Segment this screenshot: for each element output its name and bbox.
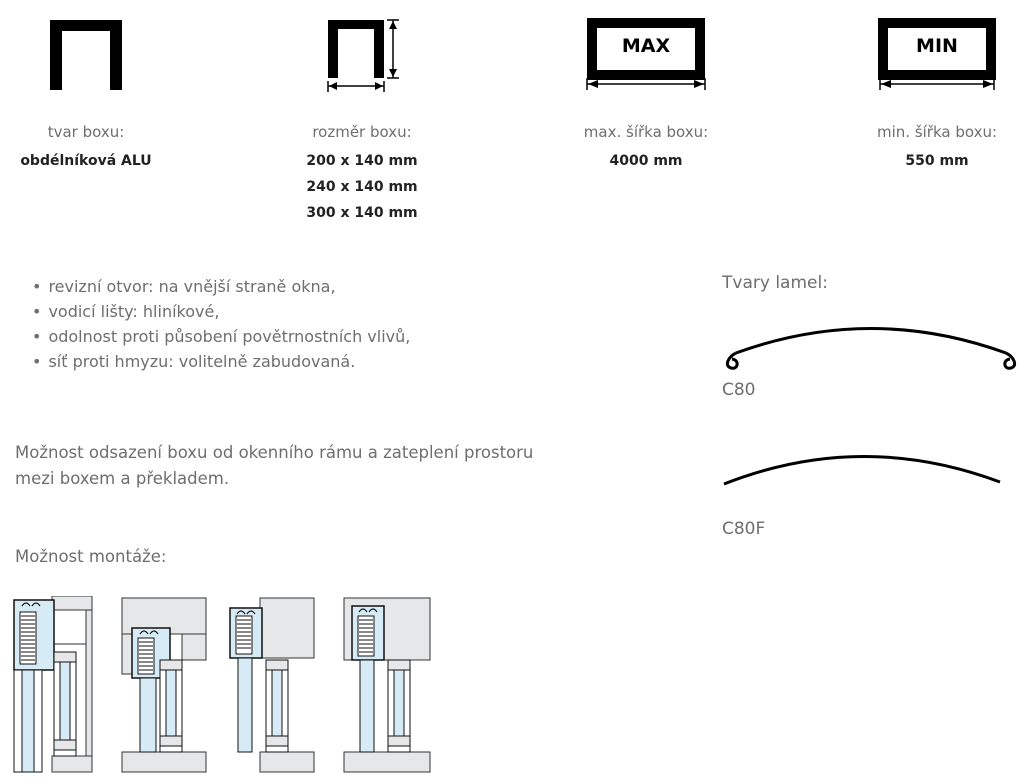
spec-max-width-label: max. šířka boxu: (583, 123, 709, 141)
offset-note: Možnost odsazení boxu od okenního rámu a zateplení prostoru mezi boxem a překladem. (15, 443, 534, 488)
spec-dimension (262, 122, 462, 226)
box-dimension-icon (322, 16, 406, 94)
feature-item: • odolnost proti působení povětrnostních vlivů, (32, 324, 410, 349)
spec-shape (0, 122, 186, 174)
lamel-c80-icon (718, 312, 1024, 372)
box-shape-icon (48, 18, 124, 90)
max-icon-label: MAX (621, 35, 671, 57)
min-width-icon (877, 18, 997, 94)
spec-dimension-value-1: 200 x 140 mm (306, 153, 418, 169)
spec-shape-value: obdélníková ALU (20, 153, 152, 169)
spec-min-width-value: 550 mm (905, 153, 969, 169)
lamel-title: Tvary lamel: (722, 273, 828, 293)
spec-dimension-label: rozměr boxu: (312, 123, 412, 141)
lamel-c80-name: C80 (722, 380, 756, 400)
min-icon-label: MIN (916, 35, 958, 57)
feature-item: • vodicí lišty: hliníkové, (32, 299, 410, 324)
feature-item: • síť proti hmyzu: volitelně zabudovaná. (32, 349, 410, 374)
spec-dimension-value-2: 240 x 140 mm (306, 179, 418, 195)
spec-min-width (837, 122, 1024, 174)
spec-max-width (546, 122, 746, 174)
feature-item: • revizní otvor: na vnější straně okna, (32, 274, 410, 299)
lamel-c80f-icon (718, 440, 1024, 490)
mounting-title: Možnost montáže: (15, 547, 167, 566)
spec-min-width-label: min. šířka boxu: (876, 123, 998, 141)
spec-max-width-value: 4000 mm (609, 153, 683, 169)
mounting-diagram-1 (12, 596, 96, 774)
spec-shape-label: tvar boxu: (47, 123, 125, 141)
mounting-diagram-2 (120, 596, 210, 774)
spec-dimension-value-3: 300 x 140 mm (306, 205, 418, 221)
feature-list (32, 274, 410, 374)
max-width-icon (586, 18, 706, 94)
mounting-diagram-4 (342, 596, 434, 774)
mounting-diagram-3 (228, 596, 318, 774)
lamel-c80f-name: C80F (722, 519, 766, 539)
